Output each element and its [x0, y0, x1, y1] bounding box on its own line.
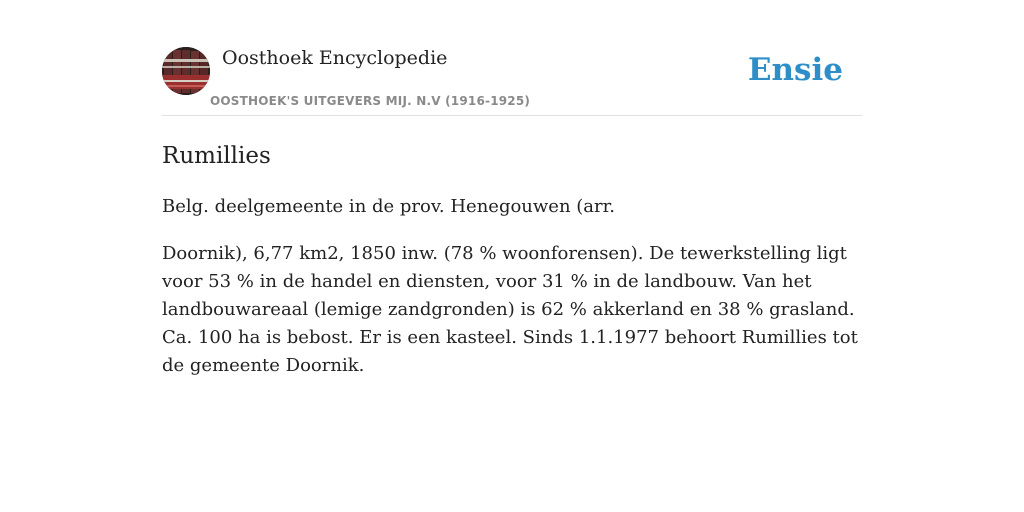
- source-avatar[interactable]: [162, 47, 210, 95]
- source-header: [162, 46, 862, 116]
- source-subtitle: OOSTHOEK'S UITGEVERS MIJ. N.V (1916-1925): [210, 94, 531, 108]
- source-title[interactable]: Oosthoek Encyclopedie: [222, 47, 448, 69]
- book-spines-icon: [162, 47, 210, 95]
- article-paragraph: Belg. deelgemeente in de prov. Henegouwen (arr.: [162, 196, 615, 217]
- ensie-logo-link[interactable]: Ensie: [747, 52, 843, 88]
- article-title: Rumillies: [162, 143, 271, 169]
- page: [162, 0, 862, 380]
- article-paragraph: Doornik), 6,77 km2, 1850 inw. (78 % woonforensen). De tewerkstelling ligt voor 53 % in de handel en diensten, voor 31 % in de landbouw. Van het landbouwareaal (lemige zandgronden) is 62 % akkerland en 38 % grasland. Ca. 100 ha is bebost. Er is een kasteel. Sinds 1.1.1977 behoort Rumillies tot de gemeente Doornik.: [162, 243, 858, 376]
